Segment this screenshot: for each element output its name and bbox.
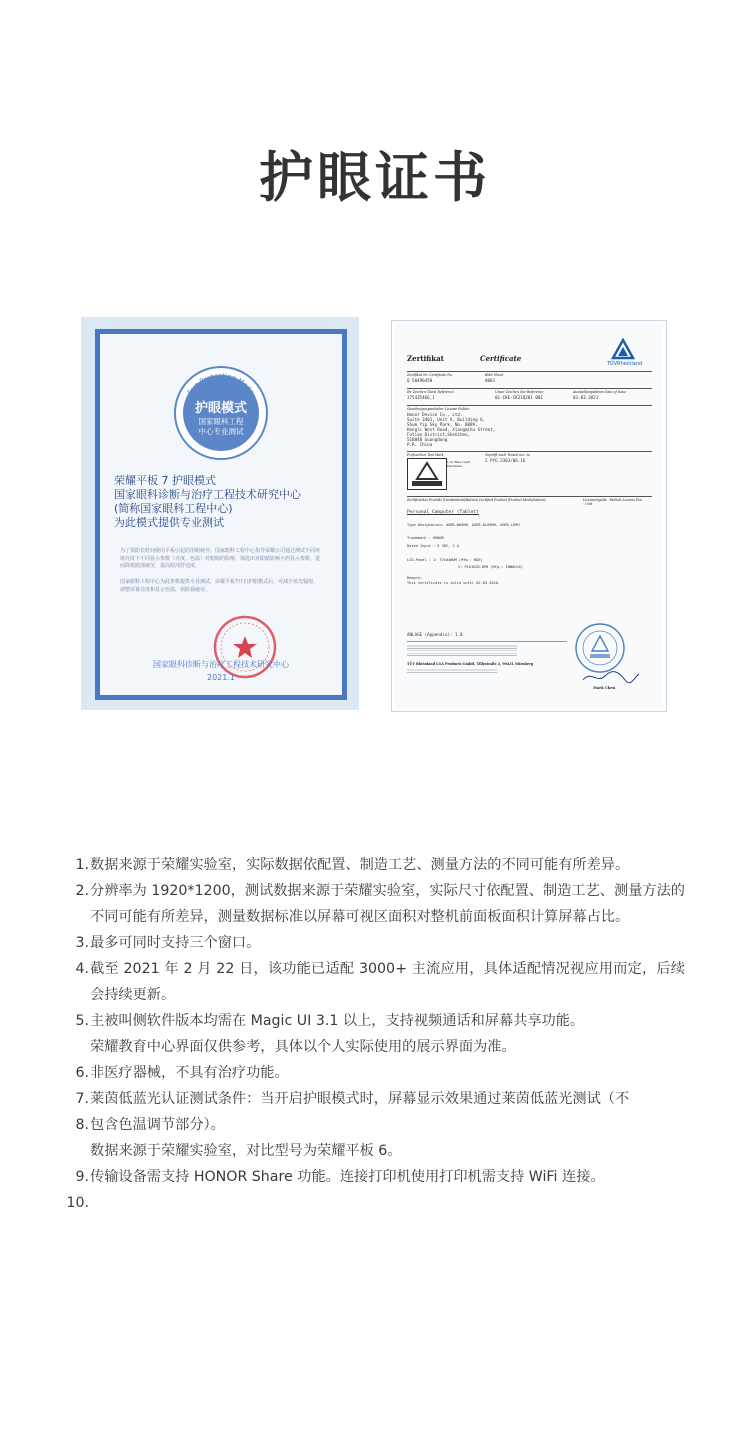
- note-text: 主被叫侧软件版本均需在 Magic UI 3.1 以上，支持视频通话和屏幕共享功能。: [90, 1013, 585, 1029]
- cert-body-2: 国家眼科工程中心为此参数提供专业测试，荣耀平板7开启护眼模式后，可减少蓝光辐射，调整屏幕亮度和显示色温，预防视疲劳。: [120, 579, 319, 593]
- tuv-certificate-page: [395, 324, 663, 708]
- blatt: 0001: [485, 378, 496, 383]
- type-designation: Type Designation: AGM3-W09HN, AGM3-AL09HN, AGM3-L09H: [407, 523, 520, 527]
- list-item: [65, 852, 685, 878]
- note-number: 7.: [75, 1091, 89, 1107]
- certificate-heading: Certificate: [480, 354, 522, 363]
- anlage: ANLAGE (Appendix): 1.0: [407, 632, 463, 637]
- signature-icon: [581, 668, 641, 686]
- seal-line-2: 中心专业测试: [198, 427, 244, 436]
- note-number: 5.: [75, 1013, 89, 1029]
- h-geprueft: Geprüft nach Tested acc. to: [485, 453, 530, 457]
- holder-line: Honor Device Co., Ltd.: [407, 412, 463, 417]
- note-text: 截至 2021 年 2 月 22 日，该功能已适配 3000+ 主流应用，具体适配情况视应用而定，后续会持续更新。: [90, 961, 685, 1003]
- cert-footer-date: 2021.1: [207, 673, 235, 682]
- h-unser: Unser Zeichen Our Reference: [495, 390, 544, 394]
- note-text: [89, 1190, 685, 1216]
- mark-label: Low Blue Light Hardware: [447, 460, 471, 468]
- fine-print-lines: [407, 644, 517, 656]
- note-text: 包含色温调节部分）。: [90, 1117, 225, 1133]
- lcd-panel: LCD-Panel : 1: TV104WUM (Mfg.: BOE): [407, 558, 483, 562]
- h-ihr: Ihr Zeichen Client Reference: [407, 390, 454, 394]
- list-item: [65, 1164, 685, 1190]
- note-text: 传输设备需支持 HONOR Share 功能。连接打印机使用打印机需支持 WiFi 连接。: [90, 1169, 605, 1185]
- list-item: [65, 1086, 685, 1112]
- cert-headline-4: 为此模式提供专业测试: [114, 516, 224, 529]
- holder-line: 518040 Guangdong: [407, 437, 448, 442]
- tuv-certificate: [391, 320, 667, 712]
- note-text: 莱茵低蓝光认证测试条件：当开启护眼模式时，屏幕显示效果通过莱茵低蓝光测试（不: [90, 1091, 630, 1107]
- red-stamp-icon: [212, 614, 278, 680]
- holder-line: Hongli West Road, Xiangmihu Street,: [407, 427, 496, 432]
- h-produkt: Zertifiziertes Produkt (Geräteidentifikation) Certified Product (Product Identification): [407, 498, 546, 502]
- tuv-triangle-icon: [611, 338, 635, 360]
- seal-arc-text: Eye Protection Mode: [185, 371, 257, 397]
- h-pruf: Prüfzeichen Test Mark: [407, 453, 444, 457]
- note-text: 最多可同时支持三个窗口。: [90, 935, 261, 951]
- note-continuation: 荣耀教育中心界面仅供参考，具体以个人实际使用的展示界面为准。: [90, 1039, 516, 1055]
- cert-footer-org: 国家眼科诊断与治疗工程技术研究中心: [153, 660, 289, 669]
- note-continuation: 数据来源于荣耀实验室，对比型号为荣耀平板 6。: [90, 1143, 402, 1159]
- h-lizenz: Lizenzentgelte - Einheit License Fee - Unit: [583, 498, 642, 506]
- ihr: 375435466_1: [407, 395, 435, 400]
- list-item: [65, 1112, 685, 1138]
- fine-print-address: TÜV Rheinland LGA Products GmbH, Tillystraße 2, 90431 Nürnberg: [407, 662, 533, 666]
- list-item: [65, 1190, 685, 1216]
- note-number: 10.: [66, 1195, 89, 1211]
- note-number: 6.: [75, 1065, 89, 1081]
- signer: Mark Chen: [593, 686, 616, 690]
- note-number: 4.: [75, 961, 89, 977]
- note-text: 分辨率为 1920*1200，测试数据来源于荣耀实验室，实际尺寸依配置、制造工艺、测量方法的不同可能有所差异，测量数据标准以屏幕可视区面积对整机前面板面积计算屏幕占比。: [90, 883, 685, 925]
- h-blatt: Blatt Sheet: [485, 373, 504, 377]
- trademark: Trademark : HONOR: [407, 536, 444, 540]
- tuv-stamp-icon: [573, 621, 627, 675]
- note-text: 数据来源于荣耀实验室，实际数据依配置、制造工艺、测量方法的不同可能有所差异。: [90, 857, 630, 873]
- list-item: [65, 956, 685, 1008]
- eye-protection-certificate: [81, 317, 359, 710]
- unser: 01-CKE-CK21Q201 001: [495, 395, 543, 400]
- cert-body-1: 为了预防长时间使用平板引起的用眼疲劳，国家眼科工程中心指导荣耀公司通过测试不同环境亮度下不同显示参数（亮度、色温）对眼睛的影响，筛选出对眼睛影响小的显示参数，进而降低眼部疲劳，提高眼部舒适度。: [120, 548, 321, 570]
- lcd-panel-2: 2: P101KZD-DP8 (Mfg.: INNOLUX): [458, 565, 523, 569]
- list-item: [65, 1060, 685, 1086]
- tested: 2 PfG 2383/06.16: [485, 458, 526, 463]
- note-text: 非医疗器械，不具有治疗功能。: [90, 1065, 289, 1081]
- note-number: 8.: [75, 1117, 89, 1133]
- holder-line: P.R. China: [407, 442, 433, 447]
- rated-input: Rated Input : 5 VDC, 2 A: [407, 544, 459, 548]
- footnotes: [65, 852, 685, 1216]
- h-ausst: Ausstellungsdatum Date of Issue: [573, 390, 627, 394]
- zertifikat-heading: Zertifikat: [407, 354, 444, 363]
- certificate-frame: [95, 329, 347, 700]
- remark-2: This certificate is valid until 02.03.2026.: [407, 581, 501, 585]
- cert-no: Q 50496458: [407, 378, 433, 383]
- cert-headline-2: 国家眼科诊断与治疗工程技术研究中心: [114, 488, 301, 501]
- list-item: [65, 878, 685, 930]
- note-number: 1.: [75, 857, 89, 873]
- list-item: [65, 1008, 685, 1034]
- seal-title: 护眼模式: [194, 401, 248, 416]
- list-item: [65, 930, 685, 956]
- h-inhaber: Genehmigungsinhaber License Holder: [407, 407, 470, 411]
- tuv-brand: TÜVRheinland: [607, 361, 643, 367]
- holder-line: Suite 3401, Unit A, Building 6,: [407, 417, 486, 422]
- note-number: 2.: [75, 883, 89, 899]
- note-number: 3.: [75, 935, 89, 951]
- page-title: 护眼证书: [259, 146, 491, 209]
- ausst: 03.03.2021: [573, 395, 599, 400]
- cert-headline-1: 荣耀平板 7 护眼模式: [114, 474, 216, 487]
- h-cert-no: Zertifikat Nr. Certificate No.: [407, 373, 453, 377]
- test-mark-icon: [407, 458, 447, 490]
- holder-line: Shum Yip Sky Park, No. 8089,: [407, 422, 478, 427]
- remark: Remark:: [407, 576, 423, 580]
- fine-print-contact: [407, 668, 497, 674]
- seal-line-1: 国家眼科工程: [198, 417, 244, 426]
- holder-line: Futian District,Shenzhen,: [407, 432, 471, 437]
- cert-headline-3: (简称国家眼科工程中心): [114, 502, 233, 515]
- note-number: 9.: [75, 1169, 89, 1185]
- product: Personal Computer (Tablet): [407, 510, 479, 515]
- eye-protection-seal-icon: [172, 364, 270, 462]
